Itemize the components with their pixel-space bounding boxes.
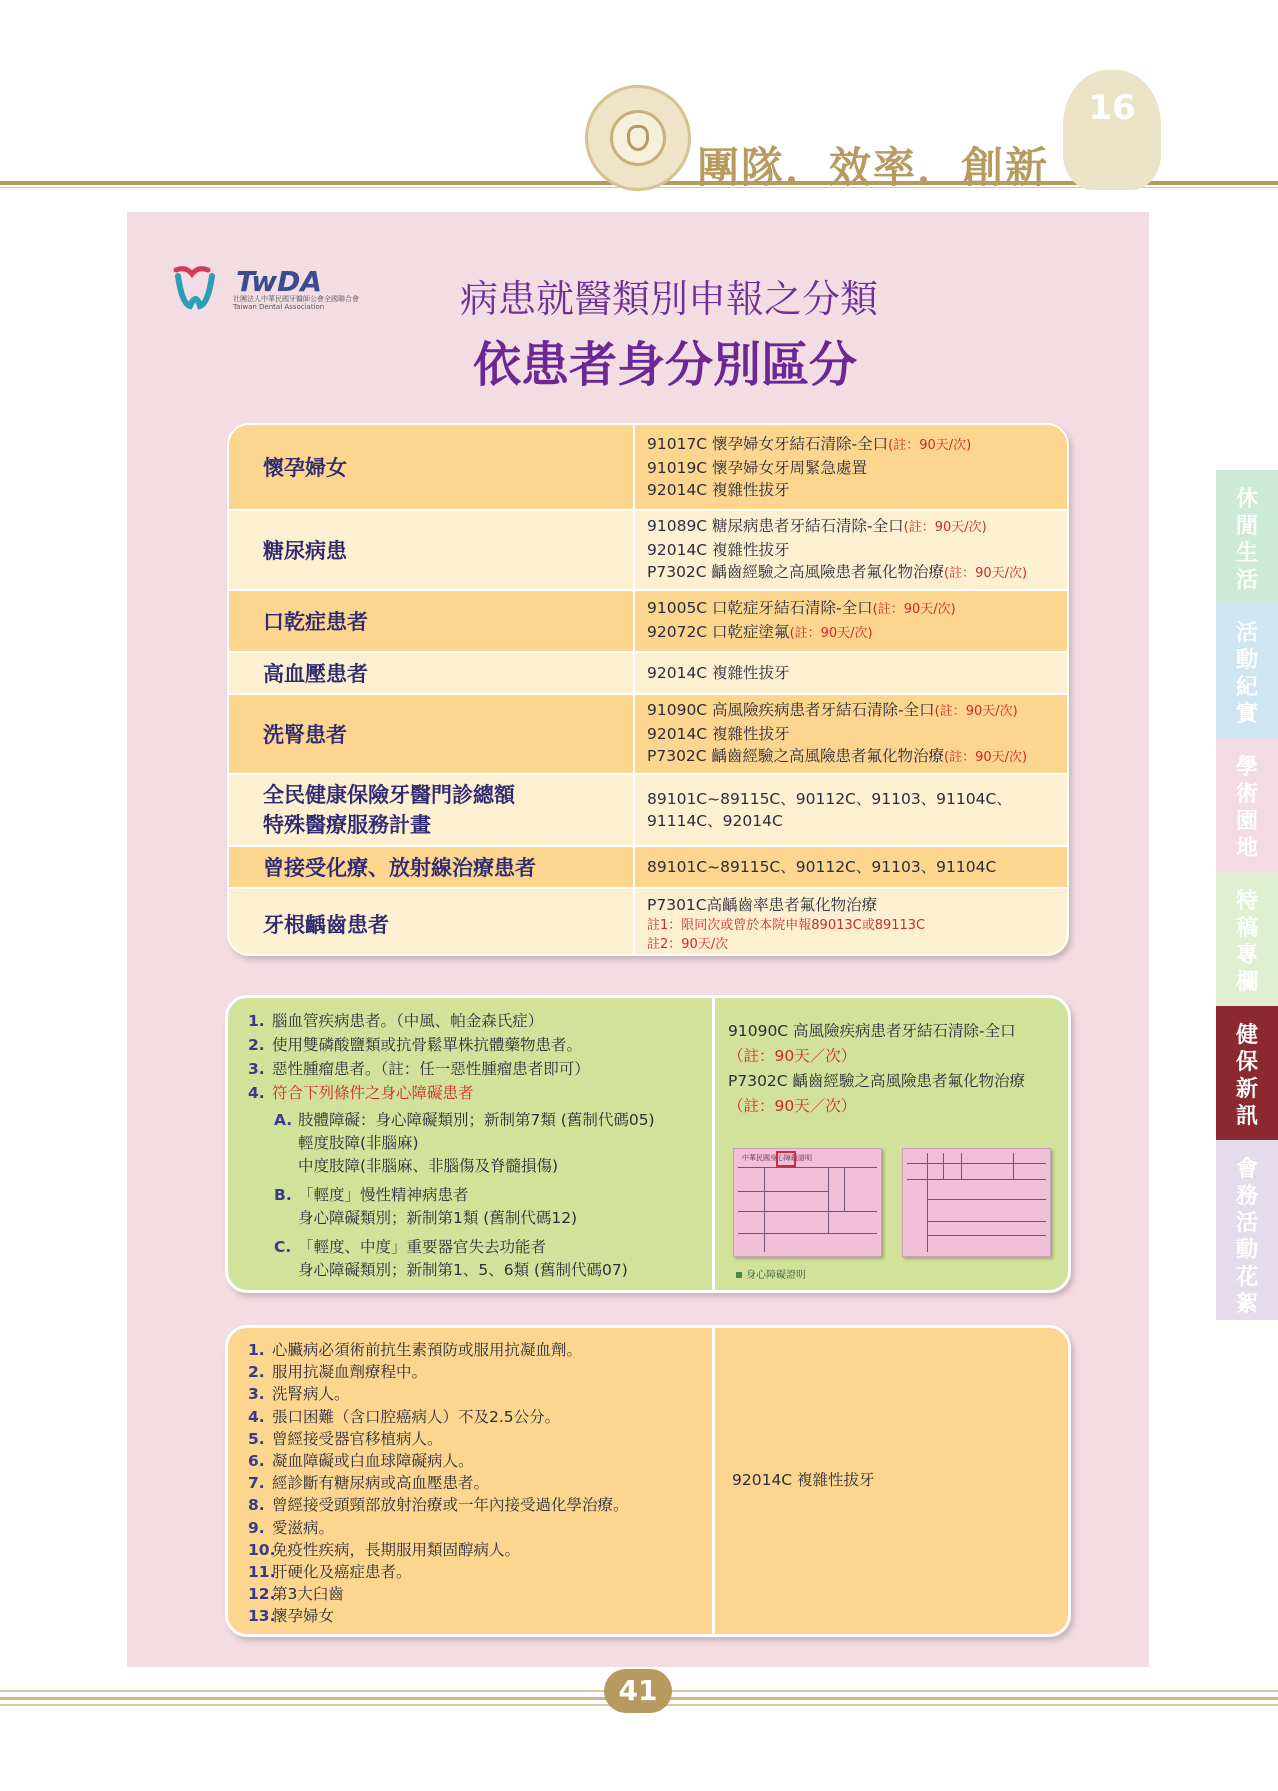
- item-text: 腦血管疾病患者。（中風、帕金森氏症）: [272, 1012, 544, 1030]
- table-row: [229, 889, 1069, 956]
- sub-text: 身心障礙類別；新制第1、5、6類 (舊制代碼07): [298, 1261, 628, 1279]
- sub-text: 「輕度」慢性精神病患者: [298, 1186, 469, 1204]
- category-cell: [229, 511, 635, 589]
- item-number: 9.: [248, 1518, 265, 1537]
- item-text: 曾經接受器官移植病人。: [272, 1429, 443, 1448]
- code-note: (註：90天/次): [888, 438, 972, 453]
- category-label: 糖尿病患: [263, 539, 347, 563]
- code-text: P7302C 齲齒經驗之高風險患者氟化物治療: [647, 563, 945, 581]
- side-tab[interactable]: [1216, 1140, 1278, 1320]
- table-row: [229, 511, 1069, 589]
- item-number: 1.: [248, 1012, 265, 1030]
- footnote: 註2：90天/次: [647, 936, 729, 952]
- code-line: [647, 723, 1069, 745]
- item-text: 服用抗凝血劑療程中。: [272, 1363, 428, 1382]
- footnote: 註1：限同次或曾於本院申報89013C或89113C: [647, 917, 926, 933]
- condition-item: [248, 1539, 520, 1561]
- sub-label: A.: [274, 1111, 293, 1129]
- condition-item: [248, 1082, 474, 1104]
- category-cell: [229, 889, 635, 956]
- code-line: [647, 699, 1069, 723]
- category-label: 高血壓患者: [263, 662, 368, 686]
- item-text: 第3大臼齒: [272, 1585, 344, 1604]
- code-text: 92014C 複雜性拔牙: [647, 541, 790, 559]
- category-cell: [229, 425, 635, 509]
- disability-certificate-front: [733, 1148, 882, 1257]
- side-tab[interactable]: [1216, 604, 1278, 738]
- item-number: 12.: [248, 1585, 276, 1604]
- item-text: 曾經接受頭頸部放射治療或一年內接受過化學治療。: [272, 1496, 629, 1515]
- condition-item: [248, 1472, 489, 1494]
- item-number: 5.: [248, 1429, 265, 1448]
- code-text: 91090C 高風險疾病患者牙結石清除-全口: [647, 701, 935, 719]
- sub-condition-line: [298, 1132, 419, 1154]
- table-row: [229, 653, 1069, 693]
- sub-text: 身心障礙類別；新制第1類 (舊制代碼12): [298, 1209, 578, 1227]
- association-seal-icon: [585, 85, 691, 191]
- code-note: (註：90天/次): [903, 520, 987, 535]
- item-number: 3.: [248, 1060, 265, 1078]
- condition-item: [248, 1058, 590, 1080]
- code-text: 92072C 口乾症塗氟: [647, 623, 790, 641]
- section-number: 16: [1088, 88, 1136, 128]
- item-number: 11.: [248, 1563, 276, 1581]
- code-note: (註：90天/次): [934, 704, 1018, 719]
- code-note: (註：90天/次): [872, 602, 956, 617]
- code-text: 92014C 複雜性拔牙: [647, 725, 790, 743]
- page-number: 41: [618, 1674, 658, 1707]
- code-line: [647, 597, 1069, 621]
- code-line: [647, 515, 1069, 539]
- table-row: [229, 775, 1069, 845]
- item-text: 懷孕婦女: [272, 1607, 335, 1626]
- code-text: 91017C 懷孕婦女牙結石清除-全口: [647, 435, 889, 453]
- certificate-caption-text: 身心障礙證明: [746, 1270, 806, 1281]
- side-tab[interactable]: [1216, 1006, 1278, 1140]
- item-number: 3.: [248, 1385, 265, 1404]
- item-text: 凝血障礙或白血球障礙病人。: [272, 1452, 474, 1470]
- code-line: [647, 810, 1069, 832]
- sub-text: 輕度肢障(非腦麻): [298, 1134, 419, 1152]
- green-right-line: （註：90天／次）: [728, 1097, 857, 1115]
- condition-item: [248, 1010, 543, 1032]
- item-text: 肝硬化及癌症患者。: [272, 1563, 412, 1581]
- code-line: [647, 788, 1069, 810]
- sub-condition-line: [274, 1184, 469, 1206]
- code-cell: [635, 653, 1069, 693]
- sub-label: C.: [274, 1238, 292, 1256]
- page-title: 依患者身分別區分: [472, 337, 857, 393]
- code-text: 92014C 複雜性拔牙: [647, 481, 790, 499]
- item-number: 10.: [248, 1540, 276, 1559]
- code-line: [647, 745, 1069, 769]
- side-tab-label: 學術園地: [1236, 755, 1259, 861]
- item-number: 4.: [248, 1084, 265, 1102]
- sub-text: 肢體障礙：身心障礙類別；新制第7類 (舊制代碼05): [298, 1111, 655, 1129]
- item-text: 經診斷有糖尿病或高血壓患者。: [272, 1474, 490, 1493]
- code-note: (註：90天/次): [944, 566, 1028, 581]
- condition-item: [248, 1605, 334, 1627]
- item-number: 2.: [248, 1363, 265, 1382]
- item-text: 符合下列條件之身心障礙患者: [272, 1084, 474, 1102]
- category-cell: [229, 775, 635, 845]
- code-cell: [635, 889, 1069, 956]
- code-text: 92014C 複雜性拔牙: [647, 664, 790, 682]
- code-line: [647, 894, 1069, 916]
- category-cell: [229, 653, 635, 693]
- green-right-line: 91090C 高風險疾病患者牙結石清除-全口: [728, 1022, 1016, 1040]
- code-text: 91019C 懷孕婦女牙周緊急處置: [647, 459, 868, 477]
- condition-item: [248, 1361, 427, 1383]
- code-line: [647, 621, 1069, 645]
- item-number: 1.: [248, 1341, 265, 1359]
- disability-certificate-back: [902, 1148, 1051, 1257]
- side-tab-label: 活動紀實: [1236, 621, 1259, 727]
- category-cell: [229, 591, 635, 651]
- table-row: [229, 425, 1069, 509]
- item-text: 使用雙磷酸鹽類或抗骨鬆單株抗體藥物患者。: [272, 1036, 583, 1054]
- code-note: (註：90天/次): [944, 750, 1028, 765]
- condition-item: [248, 1383, 350, 1405]
- condition-item: [248, 1339, 582, 1361]
- sub-text: 中度肢障(非腦麻、非腦傷及脊髓損傷): [298, 1157, 559, 1175]
- item-number: 2.: [248, 1036, 265, 1054]
- code-cell: [635, 511, 1069, 589]
- category-label: 曾接受化療、放射線治療患者: [263, 856, 536, 880]
- condition-item: [248, 1406, 560, 1428]
- code-text: 91005C 口乾症牙結石清除-全口: [647, 599, 873, 617]
- code-cell: [635, 425, 1069, 509]
- code-text: 89101C~89115C、90112C、91103、91104C、: [647, 790, 1012, 808]
- side-tab-label: 休閒生活: [1236, 487, 1259, 593]
- item-text: 惡性腫瘤患者。（註：任一惡性腫瘤患者即可）: [272, 1060, 590, 1078]
- bullet-icon: [736, 1272, 742, 1278]
- green-right-line: P7302C 齲齒經驗之高風險患者氟化物治療: [728, 1072, 1026, 1090]
- category-label: 口乾症患者: [263, 610, 368, 634]
- category-table: [227, 423, 1069, 956]
- certificate-title: 中華民國身心障礙證明: [742, 1154, 812, 1162]
- sub-condition-line: [274, 1109, 655, 1131]
- header-title: 團隊．效率．創新: [697, 143, 1050, 192]
- code-line: [647, 662, 1069, 684]
- sub-condition-line: [298, 1207, 577, 1229]
- category-label: 牙根齲齒患者: [263, 912, 389, 937]
- side-tab-label: 會務活動花絮: [1236, 1157, 1259, 1317]
- code-text: 91089C 糖尿病患者牙結石清除-全口: [647, 517, 904, 535]
- table-row: [229, 695, 1069, 773]
- code-cell: [635, 695, 1069, 773]
- item-number: 8.: [248, 1496, 265, 1515]
- sub-condition-line: [298, 1259, 628, 1281]
- item-number: 7.: [248, 1474, 265, 1493]
- logo-subtitle-zh: 社團法人中華民國牙醫師公會全國聯合會: [233, 295, 359, 303]
- code-line: [647, 856, 1069, 878]
- category-label: 洗腎患者: [263, 723, 347, 747]
- category-cell: [229, 695, 635, 773]
- item-text: 心臟病必須術前抗生素預防或服用抗凝血劑。: [272, 1341, 583, 1359]
- category-cell: [229, 847, 635, 887]
- green-box-divider: [712, 995, 715, 1293]
- item-number: 4.: [248, 1407, 265, 1426]
- condition-item: [248, 1450, 474, 1472]
- side-tab[interactable]: [1216, 872, 1278, 1006]
- item-text: 愛滋病。: [272, 1518, 335, 1537]
- code-text: 89101C~89115C、90112C、91103、91104C: [647, 858, 997, 876]
- item-text: 洗腎病人。: [272, 1385, 350, 1404]
- item-number: 13.: [248, 1607, 276, 1626]
- table-row: [229, 591, 1069, 651]
- code-note: (註：90天/次): [789, 626, 873, 641]
- item-text: 張口困難（含口腔癌病人）不及2.5公分。: [272, 1407, 561, 1426]
- sub-condition-line: [298, 1155, 558, 1177]
- sub-text: 「輕度、中度」重要器官失去功能者: [298, 1238, 547, 1256]
- item-number: 6.: [248, 1452, 265, 1470]
- code-line: [647, 433, 1069, 457]
- table-row: [229, 847, 1069, 887]
- orange-box-divider: [712, 1325, 715, 1637]
- code-line: [647, 457, 1069, 479]
- code-line: [647, 539, 1069, 561]
- category-label: 全民健康保險牙醫門診總額: [263, 783, 515, 807]
- code-cell: [635, 775, 1069, 845]
- certificate-caption: [736, 1266, 806, 1281]
- logo-subtitle-en: Taiwan Dental Association: [233, 303, 325, 311]
- code-text: P7302C 齲齒經驗之高風險患者氟化物治療: [647, 747, 945, 765]
- item-text: 免疫性疾病，長期服用類固醇病人。: [272, 1540, 521, 1559]
- logo-text: TwDA: [236, 265, 323, 298]
- sub-label: B.: [274, 1186, 292, 1204]
- code-text: P7301C高齲齒率患者氟化物治療: [647, 895, 878, 914]
- side-tab[interactable]: [1216, 738, 1278, 872]
- side-tab[interactable]: [1216, 470, 1278, 604]
- category-label: 懷孕婦女: [263, 456, 347, 480]
- condition-item: [248, 1517, 334, 1539]
- code-text: 91114C、92014C: [647, 812, 783, 830]
- condition-item: [248, 1561, 412, 1583]
- condition-item: [248, 1583, 344, 1605]
- code-line: [647, 479, 1069, 501]
- condition-item: [248, 1494, 629, 1516]
- certificate-highlight: [776, 1151, 796, 1167]
- condition-item: [248, 1034, 582, 1056]
- code-cell: [635, 591, 1069, 651]
- code-cell: [635, 847, 1069, 887]
- green-right-line: （註：90天／次）: [728, 1047, 857, 1065]
- orange-box-right-text: 92014C 複雜性拔牙: [732, 1471, 875, 1489]
- category-label: 特殊醫療服務計畫: [263, 813, 431, 837]
- page-subtitle: 病患就醫類別申報之分類: [459, 277, 878, 321]
- side-tab-label: 健保新訊: [1236, 1023, 1259, 1129]
- code-line: [647, 561, 1069, 585]
- condition-item: [248, 1428, 443, 1450]
- sub-condition-line: [274, 1236, 546, 1258]
- side-tab-label: 特稿專欄: [1236, 889, 1259, 995]
